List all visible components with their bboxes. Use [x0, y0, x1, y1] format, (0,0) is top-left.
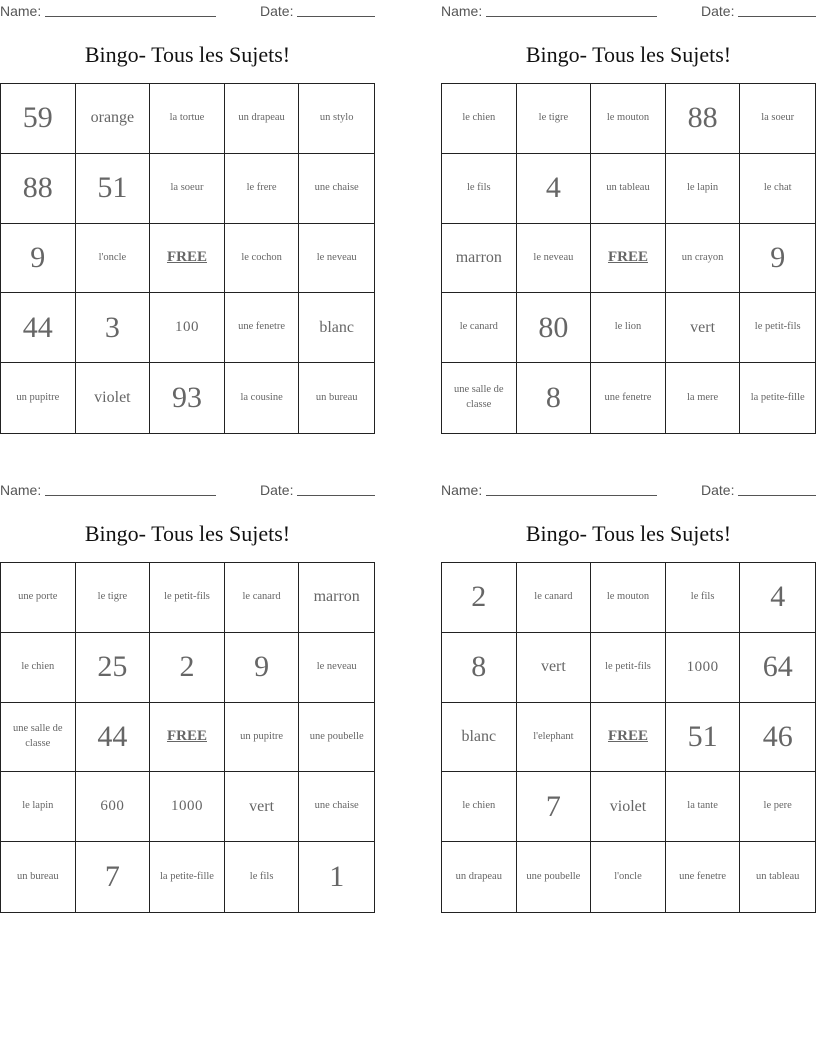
- bingo-cell: le mouton: [591, 563, 666, 633]
- bingo-grid: [441, 562, 816, 913]
- bingo-cell: l'oncle: [76, 224, 151, 294]
- bingo-cell: violet: [76, 363, 151, 433]
- bingo-grid: [441, 83, 816, 434]
- bingo-cell: la cousine: [225, 363, 300, 433]
- bingo-cell: un bureau: [1, 842, 76, 912]
- bingo-cell: un pupitre: [225, 703, 300, 773]
- bingo-cell: le petit-fils: [591, 633, 666, 703]
- bingo-cell: un bureau: [315, 391, 358, 403]
- bingo-cell: la soeur: [150, 154, 225, 224]
- card-title: Bingo- Tous les Sujets!: [525, 521, 732, 546]
- bingo-cell: une chaise: [299, 154, 374, 224]
- bingo-grid: [0, 83, 375, 434]
- bingo-cell: le frere: [225, 154, 300, 224]
- bingo-cell: 1000: [150, 772, 225, 842]
- bingo-cell: 7: [76, 842, 151, 912]
- name-field[interactable]: [45, 16, 216, 17]
- bingo-cell: l'oncle: [591, 842, 666, 912]
- bingo-cell: une porte: [1, 563, 76, 633]
- bingo-cell: 9: [740, 224, 815, 294]
- card-header: [441, 479, 816, 501]
- bingo-cell: marron: [299, 563, 374, 633]
- bingo-cell: le petit-fils: [740, 293, 815, 363]
- date-label: Date:: [701, 482, 735, 498]
- bingo-cell: 4: [517, 154, 592, 224]
- date-field[interactable]: [297, 16, 375, 17]
- name-label: Name:: [0, 3, 42, 19]
- name-label: Name:: [441, 3, 483, 19]
- bingo-cell: une salle de classe: [442, 363, 517, 433]
- date-label: Date:: [260, 3, 294, 19]
- bingo-cell: le cochon: [225, 224, 300, 294]
- bingo-cell: le neveau: [299, 633, 374, 703]
- bingo-cell: le pere: [740, 772, 815, 842]
- bingo-cell: marron: [442, 224, 517, 294]
- bingo-cell: un drapeau: [225, 84, 300, 154]
- bingo-cell: 93: [150, 363, 225, 433]
- bingo-cell: le chien: [442, 84, 517, 154]
- bingo-cell: le chien: [442, 772, 517, 842]
- bingo-cell: 8: [442, 633, 517, 703]
- bingo-cell: une fenetre: [591, 363, 666, 433]
- bingo-cell: le tigre: [517, 84, 592, 154]
- bingo-cell: vert: [666, 293, 741, 363]
- bingo-cell: orange: [76, 84, 151, 154]
- bingo-cell: le lion: [591, 293, 666, 363]
- bingo-cell: 64: [740, 633, 815, 703]
- bingo-cell: le chat: [740, 154, 815, 224]
- bingo-cell: blanc: [442, 703, 517, 773]
- bingo-cell: 7: [517, 772, 592, 842]
- bingo-cell: la soeur: [740, 84, 815, 154]
- bingo-cell: le petit-fils: [150, 563, 225, 633]
- free-space: FREE: [150, 703, 225, 773]
- bingo-cell: 9: [225, 633, 300, 703]
- bingo-cell: un tableau: [755, 870, 800, 882]
- card-header: [0, 0, 375, 22]
- bingo-cell: 46: [740, 703, 815, 773]
- bingo-cell: une fenetre: [666, 842, 741, 912]
- card-title: Bingo- Tous les Sujets!: [84, 42, 291, 67]
- bingo-cell: 88: [1, 154, 76, 224]
- bingo-cell: 2: [150, 633, 225, 703]
- date-field[interactable]: [738, 16, 816, 17]
- bingo-cell: 44: [76, 703, 151, 773]
- bingo-cell: la tante: [666, 772, 741, 842]
- bingo-cell: violet: [591, 772, 666, 842]
- bingo-cell: le lapin: [666, 154, 741, 224]
- bingo-cell: 88: [666, 84, 741, 154]
- bingo-cell: 3: [76, 293, 151, 363]
- name-label: Name:: [0, 482, 42, 498]
- bingo-cell: une poubelle: [517, 842, 592, 912]
- card-title: Bingo- Tous les Sujets!: [84, 521, 291, 546]
- bingo-cell: 8: [517, 363, 592, 433]
- bingo-cell: le canard: [442, 293, 517, 363]
- bingo-cell: le neveau: [299, 224, 374, 294]
- bingo-cell: vert: [225, 772, 300, 842]
- bingo-cell: 51: [666, 703, 741, 773]
- bingo-cell: 600: [76, 772, 151, 842]
- bingo-cell: une salle de classe: [1, 703, 76, 773]
- free-space: FREE: [591, 224, 666, 294]
- bingo-cell: un drapeau: [442, 842, 517, 912]
- free-space: FREE: [591, 703, 666, 773]
- name-field[interactable]: [486, 16, 657, 17]
- free-space: FREE: [150, 224, 225, 294]
- card-header: [0, 479, 375, 501]
- bingo-cell: le neveau: [517, 224, 592, 294]
- bingo-cell: 2: [442, 563, 517, 633]
- card-title: Bingo- Tous les Sujets!: [525, 42, 732, 67]
- bingo-cell: l'elephant: [517, 703, 592, 773]
- bingo-cell: 4: [740, 563, 815, 633]
- name-field[interactable]: [486, 495, 657, 496]
- bingo-cell: un pupitre: [1, 363, 76, 433]
- name-label: Name:: [441, 482, 483, 498]
- bingo-cell: une chaise: [299, 772, 374, 842]
- bingo-cell: un tableau: [591, 154, 666, 224]
- date-label: Date:: [701, 3, 735, 19]
- date-field[interactable]: [738, 495, 816, 496]
- bingo-cell: la petite-fille: [750, 391, 805, 403]
- bingo-cell: la tortue: [150, 84, 225, 154]
- bingo-cell: le canard: [517, 563, 592, 633]
- bingo-cell: une fenetre: [225, 293, 300, 363]
- bingo-cell: vert: [517, 633, 592, 703]
- bingo-cell: 51: [76, 154, 151, 224]
- bingo-cell: le mouton: [591, 84, 666, 154]
- bingo-cell: 1: [329, 860, 345, 894]
- bingo-grid: [0, 562, 375, 913]
- bingo-cell: 9: [1, 224, 76, 294]
- bingo-cell: un stylo: [299, 84, 374, 154]
- bingo-cell: le canard: [225, 563, 300, 633]
- bingo-cell: 80: [517, 293, 592, 363]
- bingo-cell: le tigre: [76, 563, 151, 633]
- bingo-cell: 100: [150, 293, 225, 363]
- bingo-cell: la petite-fille: [150, 842, 225, 912]
- bingo-cell: 44: [1, 293, 76, 363]
- bingo-cell: 59: [1, 84, 76, 154]
- bingo-cell: une poubelle: [299, 703, 374, 773]
- bingo-cell: le chien: [1, 633, 76, 703]
- bingo-cell: la mere: [666, 363, 741, 433]
- bingo-cell: le fils: [666, 563, 741, 633]
- bingo-cell: 25: [76, 633, 151, 703]
- name-field[interactable]: [45, 495, 216, 496]
- bingo-cell: le fils: [225, 842, 300, 912]
- date-label: Date:: [260, 482, 294, 498]
- bingo-cell: un crayon: [666, 224, 741, 294]
- bingo-cell: le fils: [442, 154, 517, 224]
- bingo-cell: blanc: [299, 293, 374, 363]
- card-header: [441, 0, 816, 22]
- bingo-cell: le lapin: [1, 772, 76, 842]
- date-field[interactable]: [297, 495, 375, 496]
- bingo-cell: 1000: [666, 633, 741, 703]
